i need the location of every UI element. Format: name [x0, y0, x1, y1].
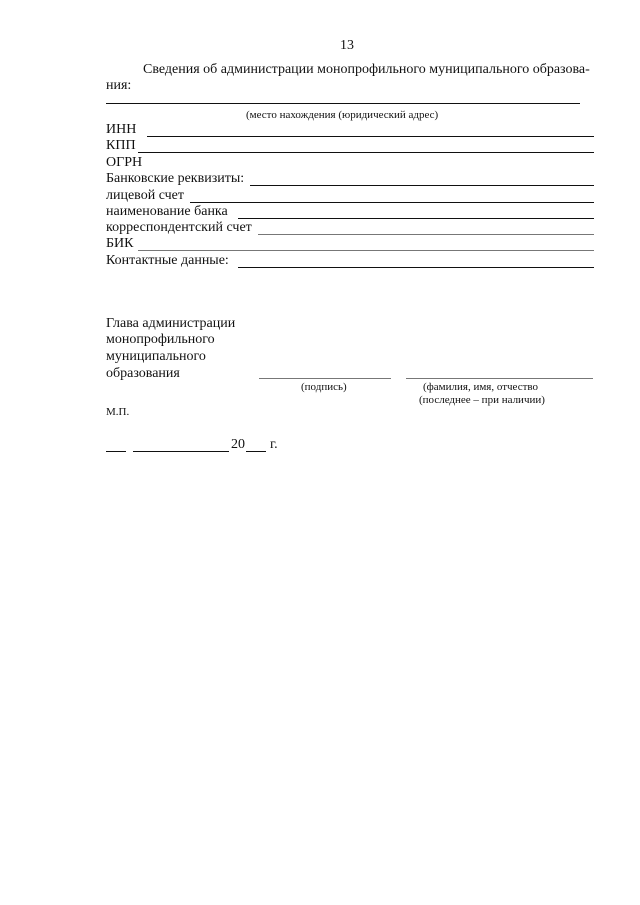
- signature-line[interactable]: [259, 378, 391, 379]
- signer-title-line-3: муниципального: [106, 349, 206, 364]
- signer-title-line-1: Глава администрации: [106, 316, 236, 331]
- field-contacts: [106, 253, 594, 269]
- signer-title-line-4: образования: [106, 366, 180, 381]
- page-number: 13: [340, 38, 354, 53]
- field-label-bik: БИК: [106, 236, 134, 251]
- date-year-prefix: 20: [231, 437, 245, 452]
- field-line-bank-details[interactable]: [250, 185, 594, 186]
- field-label-personal-account: лицевой счет: [106, 188, 184, 203]
- field-line-bik[interactable]: [138, 250, 594, 251]
- field-corr-account: [106, 220, 594, 236]
- intro-line-1: Сведения об администрации монопрофильного муниципального образова-: [143, 62, 590, 77]
- address-fill-line[interactable]: [106, 103, 580, 104]
- signature-caption: (подпись): [301, 381, 347, 393]
- field-line-kpp[interactable]: [138, 152, 594, 153]
- full-name-line[interactable]: [406, 378, 593, 379]
- address-caption: (место нахождения (юридический адрес): [246, 109, 439, 121]
- field-label-kpp: КПП: [106, 138, 136, 153]
- field-inn: [106, 122, 594, 138]
- full-name-caption-1: (фамилия, имя, отчество: [423, 381, 539, 393]
- field-label-corr-account: корреспондентский счет: [106, 220, 252, 235]
- field-line-corr-account[interactable]: [258, 234, 594, 235]
- field-line-personal-account[interactable]: [190, 202, 594, 203]
- field-label-bank-details: Банковские реквизиты:: [106, 171, 245, 186]
- field-line-inn[interactable]: [147, 136, 594, 137]
- field-kpp: [106, 138, 594, 154]
- field-bank-details: [106, 171, 594, 187]
- date-year-line[interactable]: [246, 451, 266, 452]
- date-day-line[interactable]: [106, 451, 126, 452]
- field-personal-account: [106, 188, 594, 204]
- field-ogrn: [106, 155, 594, 171]
- signer-title-line-2: монопрофильного: [106, 332, 215, 347]
- field-line-contacts[interactable]: [238, 267, 594, 268]
- field-bik: [106, 236, 594, 252]
- field-label-bank-name: наименование банка: [106, 204, 228, 219]
- date-suffix: г.: [270, 437, 278, 452]
- full-name-caption-2: (последнее – при наличии): [419, 394, 545, 406]
- field-line-bank-name[interactable]: [238, 218, 594, 219]
- intro-line-2: ния:: [106, 78, 132, 93]
- date-month-line[interactable]: [133, 451, 229, 452]
- field-bank-name: [106, 204, 594, 220]
- field-label-inn: ИНН: [106, 122, 137, 137]
- field-label-ogrn: ОГРН: [106, 155, 143, 170]
- stamp-mark: М.П.: [106, 406, 130, 418]
- field-label-contacts: Контактные данные:: [106, 253, 229, 268]
